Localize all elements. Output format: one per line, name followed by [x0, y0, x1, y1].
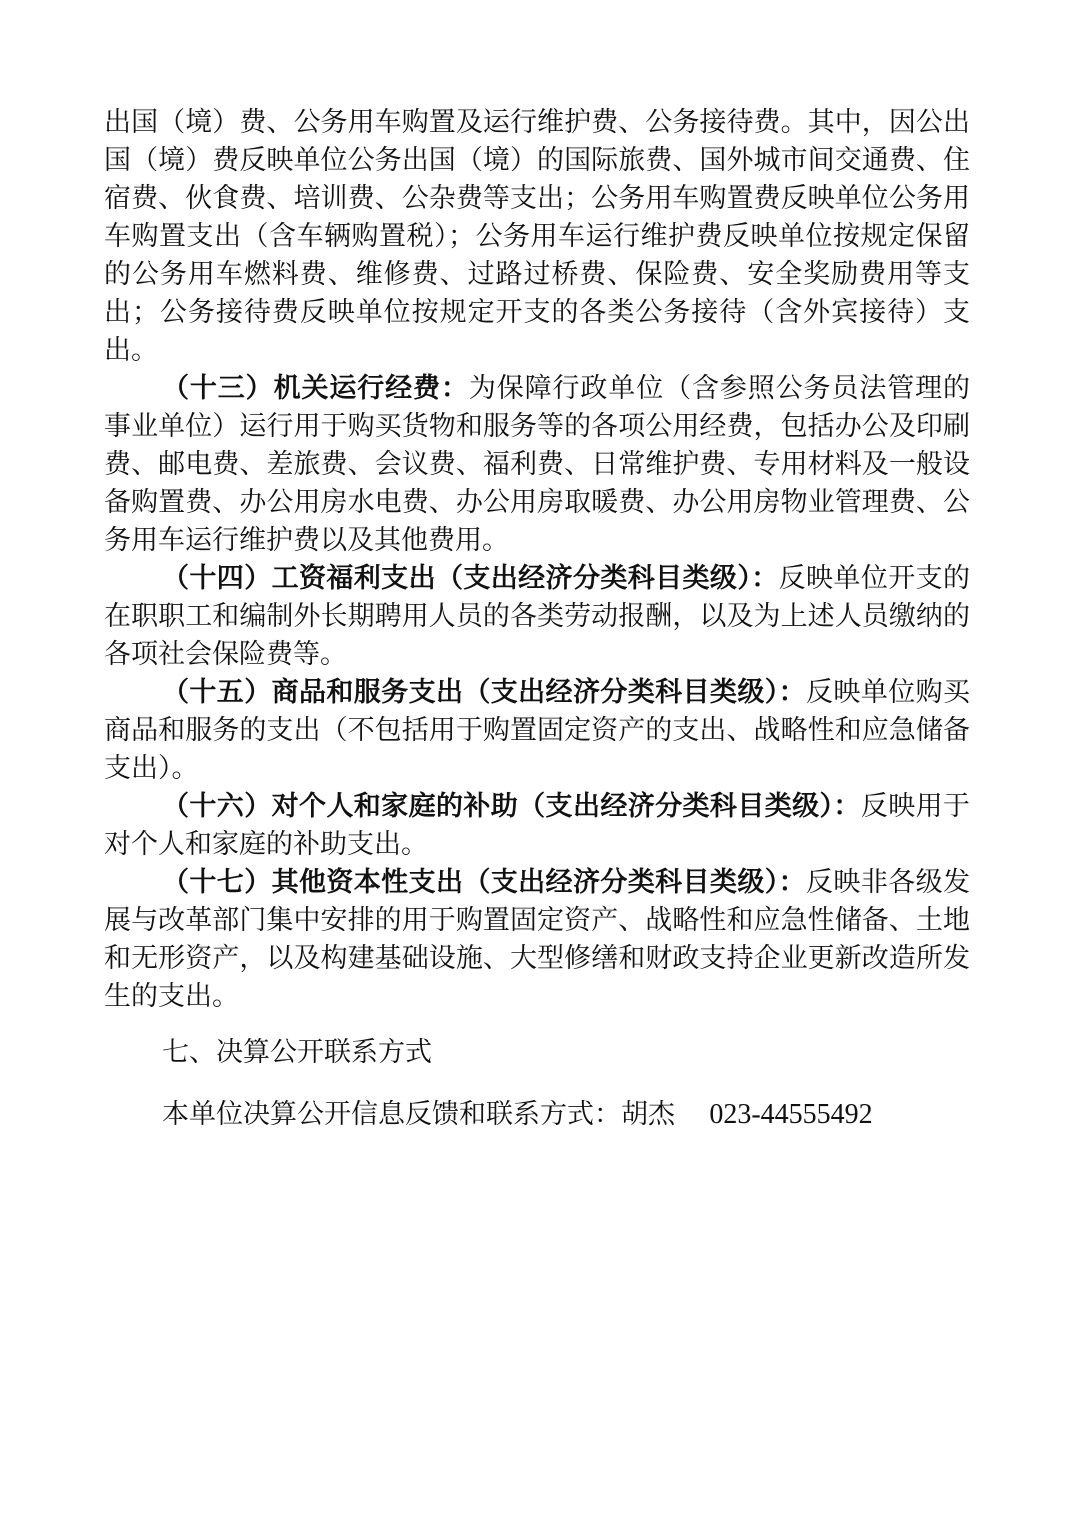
document-page [104, 104, 970, 1134]
definition-separator: ： [751, 563, 779, 594]
definition-term: （十六）对个人和家庭的补助（支出经济分类科目类级） [162, 791, 834, 822]
definition-item-17 [104, 864, 970, 1016]
definition-text: 反映非各级发展与改革部门集中安排的用于购置固定资产、战略性和应急性储备、土地和无形资产，以及构建基础设施、大型修缮和财政支持企业更新改造所发生的支出。 [104, 867, 971, 1012]
contact-label: 本单位决算公开信息反馈和联系方式：胡杰 [162, 1099, 675, 1130]
definition-term: （十四）工资福利支出（支出经济分类科目类级） [162, 563, 752, 594]
definition-text: 反映用于对个人和家庭的补助支出。 [104, 791, 971, 860]
definition-item-14 [104, 560, 970, 674]
continued-paragraph: 出国（境）费、公务用车购置及运行维护费、公务接待费。其中，因公出国（境）费反映单位公务出国（境）的国际旅费、国外城市间交通费、住宿费、伙食费、培训费、公杂费等支出；公务用车购置费反映单位公务用车购置支出（含车辆购置税）；公务用车运行维护费反映单位按规定保留的公务用车燃料费、维修费、过路过桥费、保险费、安全奖励费用等支出；公务接待费反映单位按规定开支的各类公务接待（含外宾接待）支出。 [104, 107, 970, 366]
definition-separator: ： [778, 867, 807, 898]
contact-line [104, 1096, 970, 1134]
definition-text: 反映单位开支的在职职工和编制外长期聘用人员的各类劳动报酬，以及为上述人员缴纳的各项社会保险费等。 [104, 563, 971, 670]
section-heading: 七、决算公开联系方式 [162, 1037, 432, 1068]
definition-separator: ： [440, 373, 469, 404]
definition-text: 为保障行政单位（含参照公务员法管理的事业单位）运行用于购买货物和服务等的各项公用经费，包括办公及印刷费、邮电费、差旅费、会议费、福利费、日常维护费、专用材料及一般设备购置费、办公用房水电费、办公用房取暖费、办公用房物业管理费、公务用车运行维护费以及其他费用。 [104, 373, 971, 556]
definition-item-13 [104, 370, 970, 560]
definition-term: （十五）商品和服务支出（支出经济分类科目类级） [162, 677, 779, 708]
definition-separator: ： [778, 677, 807, 708]
definition-term: （十七）其他资本性支出（支出经济分类科目类级） [162, 867, 779, 898]
definition-term: （十三）机关运行经费 [162, 373, 441, 404]
definition-item-15 [104, 674, 970, 788]
definition-separator: ： [833, 791, 861, 822]
definition-item-16 [104, 788, 970, 864]
definition-text: 反映单位购买商品和服务的支出（不包括用于购置固定资产的支出、战略性和应急储备支出）。 [104, 677, 971, 784]
contact-phone: 023-44555492 [709, 1099, 873, 1130]
